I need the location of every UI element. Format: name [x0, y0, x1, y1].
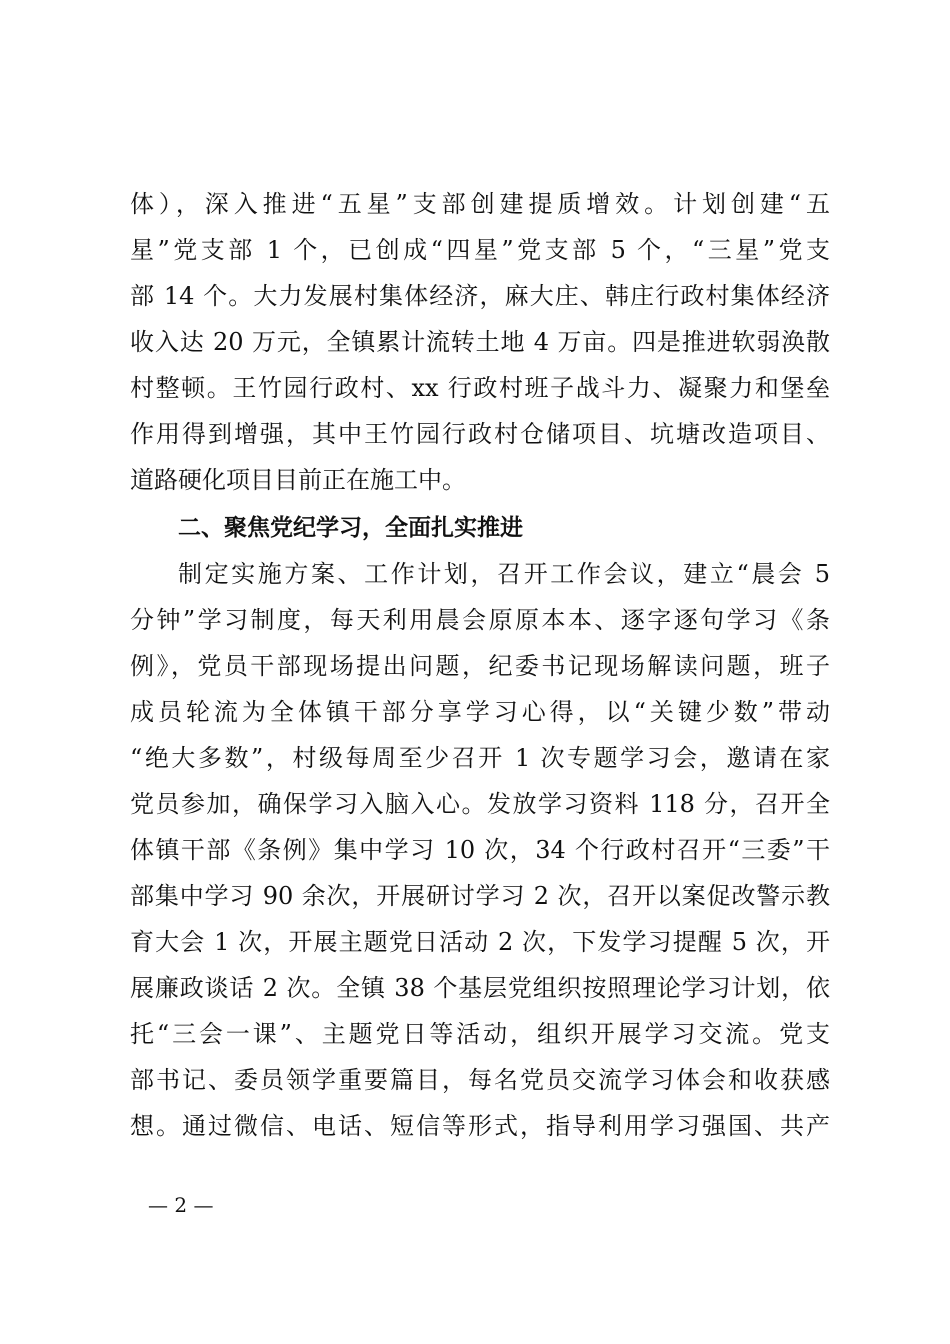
text-line: 例》，党员干部现场提出问题，纪委书记现场解读问题，班子: [130, 652, 830, 680]
text-line: 作用得到增强，其中王竹园行政村仓储项目、坑塘改造项目、: [130, 420, 830, 448]
text-line: 道路硬化项目目前正在施工中。: [130, 466, 466, 494]
text-line: 育大会 1 次，开展主题党日活动 2 次，下发学习提醒 5 次，开: [130, 928, 830, 956]
text-line: 部 14 个。大力发展村集体经济，麻大庄、韩庄行政村集体经济: [130, 282, 830, 310]
text-line: 部书记、委员领学重要篇目，每名党员交流学习体会和收获感: [130, 1066, 830, 1094]
text-line: 分钟”学习制度，每天利用晨会原原本本、逐字逐句学习《条: [130, 606, 830, 634]
section-heading: 二、聚焦党纪学习，全面扎实推进: [178, 515, 523, 541]
text-line: 托“三会一课”、主题党日等活动，组织开展学习交流。党支: [130, 1020, 830, 1048]
text-line: 部集中学习 90 余次，开展研讨学习 2 次，召开以案促改警示教: [130, 882, 830, 910]
text-line: 村整顿。王竹园行政村、xx 行政村班子战斗力、凝聚力和堡垒: [130, 374, 830, 402]
text-line: 收入达 20 万元，全镇累计流转土地 4 万亩。四是推进软弱涣散: [130, 328, 830, 356]
text-line: 体），深入推进“五星”支部创建提质增效。计划创建“五: [130, 190, 830, 218]
text-line: 星”党支部 1 个，已创成“四星”党支部 5 个，“三星”党支: [130, 236, 830, 264]
text-line: 体镇干部《条例》集中学习 10 次，34 个行政村召开“三委”干: [130, 836, 830, 864]
text-line: 制定实施方案、工作计划，召开工作会议，建立“晨会 5: [178, 560, 830, 588]
paragraph-1: [130, 181, 830, 503]
text-line: 成员轮流为全体镇干部分享学习心得，以“关键少数”带动: [130, 698, 830, 726]
text-line: 党员参加，确保学习入脑入心。发放学习资料 118 分，召开全: [130, 790, 830, 818]
text-line: “绝大多数”，村级每周至少召开 1 次专题学习会，邀请在家: [130, 744, 830, 772]
text-line: 想。通过微信、电话、短信等形式，指导利用学习强国、共产: [130, 1112, 830, 1140]
page-number: — 2 —: [148, 1193, 214, 1217]
body-text: [130, 181, 830, 1149]
text-line: 展廉政谈话 2 次。全镇 38 个基层党组织按照理论学习计划，依: [130, 974, 830, 1002]
paragraph-2: [130, 551, 830, 1149]
